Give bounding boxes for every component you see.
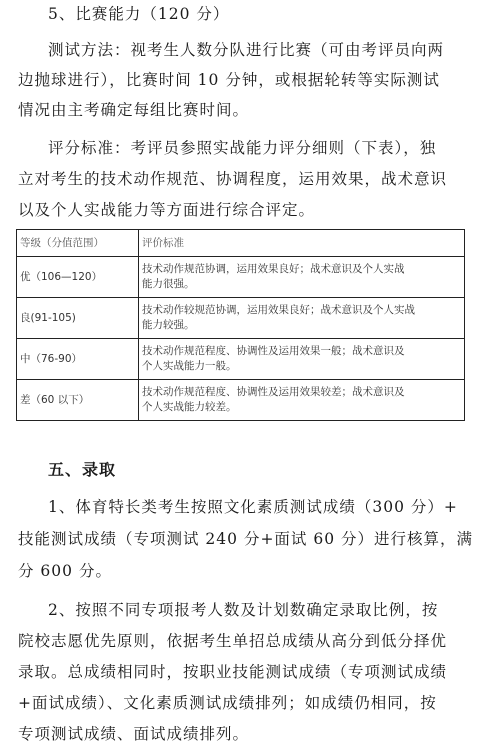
rating-table	[16, 229, 465, 421]
section-title: 五、录取	[48, 460, 117, 479]
criteria-text: 技术动作规范协调，运用效果良好；战术意识及个人实战	[142, 263, 405, 275]
grade-cell: 优（106—120）	[17, 257, 139, 298]
header-grade: 等级（分值范围）	[17, 230, 139, 257]
header-criteria: 评价标准	[139, 230, 465, 257]
table-row	[17, 339, 465, 380]
paragraph-line: 技能测试成绩（专项测试 240 分+面试 60 分）进行核算，满	[18, 530, 474, 548]
criteria-line: 以及个人实战能力等方面进行综合评定。	[18, 201, 316, 219]
paragraph-line: 专项测试成绩、面试成绩排列。	[18, 725, 250, 743]
criteria-text: 个人实战能力一般。	[142, 360, 237, 372]
criteria-cell	[139, 380, 465, 421]
criteria-text: 技术动作规范程度、协调性及运用效果较差；战术意识及	[142, 386, 405, 398]
table-row	[17, 298, 465, 339]
paragraph-line: +面试成绩）、文化素质测试成绩排列；如成绩仍相同，按	[18, 694, 437, 712]
paragraph-line: 分 600 分。	[18, 562, 112, 580]
grade-cell: 差（60 以下）	[17, 380, 139, 421]
method-line: 情况由主考确定每组比赛时间。	[18, 101, 250, 119]
paragraph-line: 2、按照不同专项报考人数及计划数确定录取比例，按	[48, 601, 439, 619]
table-row	[17, 257, 465, 298]
subsection-heading: 5、比赛能力（120 分）	[48, 5, 230, 23]
criteria-line: 评分标准：考评员参照实战能力评分细则（下表），独	[48, 139, 437, 157]
paragraph-line: 1、体育特长类考生按照文化素质测试成绩（300 分）+	[48, 498, 458, 516]
criteria-text: 个人实战能力较差。	[142, 401, 237, 413]
table-row	[17, 380, 465, 421]
paragraph-line: 录取。总成绩相同时，按职业技能测试成绩（专项测试成绩	[18, 663, 448, 681]
criteria-cell	[139, 298, 465, 339]
method-line: 边抛球进行），比赛时间 10 分钟，或根据轮转等实际测试	[18, 71, 440, 89]
criteria-line: 立对考生的技术动作规范、协调程度，运用效果，战术意识	[18, 170, 448, 188]
paragraph-line: 院校志愿优先原则，依据考生单招总成绩从高分到低分择优	[18, 632, 448, 650]
criteria-text: 技术动作较规范协调，运用效果良好；战术意识及个人实战	[142, 304, 415, 316]
grade-cell: 良(91-105)	[17, 298, 139, 339]
grade-cell: 中（76-90）	[17, 339, 139, 380]
criteria-cell	[139, 257, 465, 298]
criteria-text: 技术动作规范程度、协调性及运用效果一般；战术意识及	[142, 345, 405, 357]
criteria-cell	[139, 339, 465, 380]
method-line: 测试方法：视考生人数分队进行比赛（可由考评员向两	[48, 41, 445, 59]
criteria-text: 能力较强。	[142, 319, 195, 331]
table-header-row	[17, 230, 465, 257]
criteria-text: 能力很强。	[142, 278, 195, 290]
